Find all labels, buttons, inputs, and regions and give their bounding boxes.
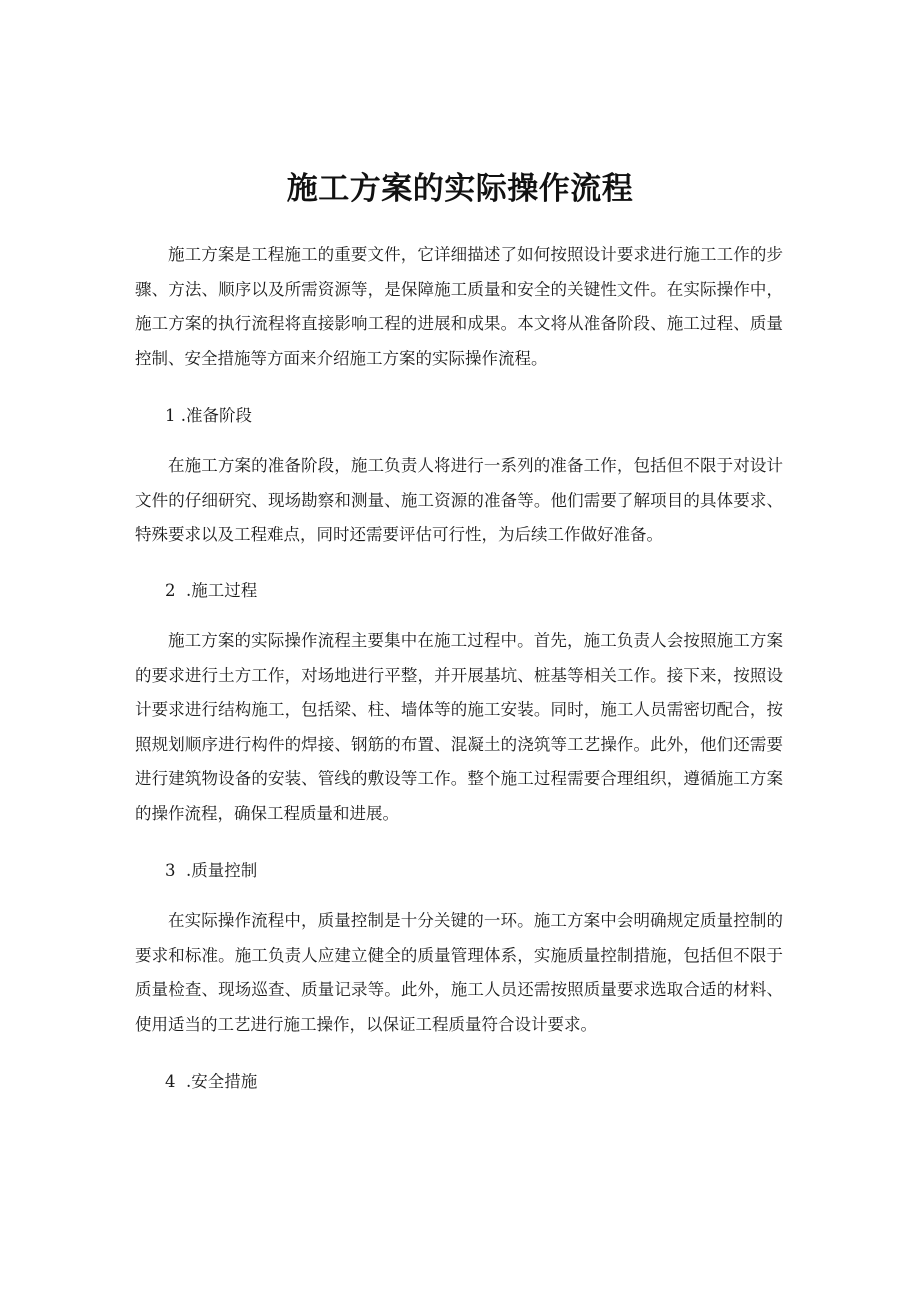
section-heading-safety: 4 .安全措施	[165, 1072, 258, 1091]
section-body-preparation: 在施工方案的准备阶段，施工负责人将进行一系列的准备工作，包括但不限于对设计文件的仔细研究、现场勘察和测量、施工资源的准备等。他们需要了解项目的具体要求、特殊要求以及工程难点，同时还需要评估可行性，为后续工作做好准备。	[135, 456, 783, 544]
intro-paragraph: 施工方案是工程施工的重要文件，它详细描述了如何按照设计要求进行施工工作的步骤、方法、顺序以及所需资源等，是保障施工质量和安全的关键性文件。在实际操作中，施工方案的执行流程将直接影响工程的进展和成果。本文将从准备阶段、施工过程、质量控制、安全措施等方面来介绍施工方案的实际操作流程。	[135, 245, 783, 368]
section-heading-quality-control: 3 .质量控制	[165, 861, 258, 880]
section-body-construction: 施工方案的实际操作流程主要集中在施工过程中。首先，施工负责人会按照施工方案的要求进行土方工作，对场地进行平整，并开展基坑、桩基等相关工作。接下来，按照设计要求进行结构施工，包括梁、柱、墙体等的施工安装。同时，施工人员需密切配合，按照规划顺序进行构件的焊接、钢筋的布置、混凝土的浇筑等工艺操作。此外，他们还需要进行建筑物设备的安装、管线的敷设等工作。整个施工过程需要合理组织，遵循施工方案的操作流程，确保工程质量和进展。	[135, 631, 783, 823]
section-heading-preparation: 1 .准备阶段	[165, 406, 252, 425]
section-heading-construction: 2 .施工过程	[165, 581, 258, 600]
section-body-quality-control: 在实际操作流程中，质量控制是十分关键的一环。施工方案中会明确规定质量控制的要求和标准。施工负责人应建立健全的质量管理体系，实施质量控制措施，包括但不限于质量检查、现场巡查、质量记录等。此外，施工人员还需按照质量要求选取合适的材料、使用适当的工艺进行施工操作，以保证工程质量符合设计要求。	[135, 911, 783, 1034]
page-title: 施工方案的实际操作流程	[286, 171, 634, 207]
